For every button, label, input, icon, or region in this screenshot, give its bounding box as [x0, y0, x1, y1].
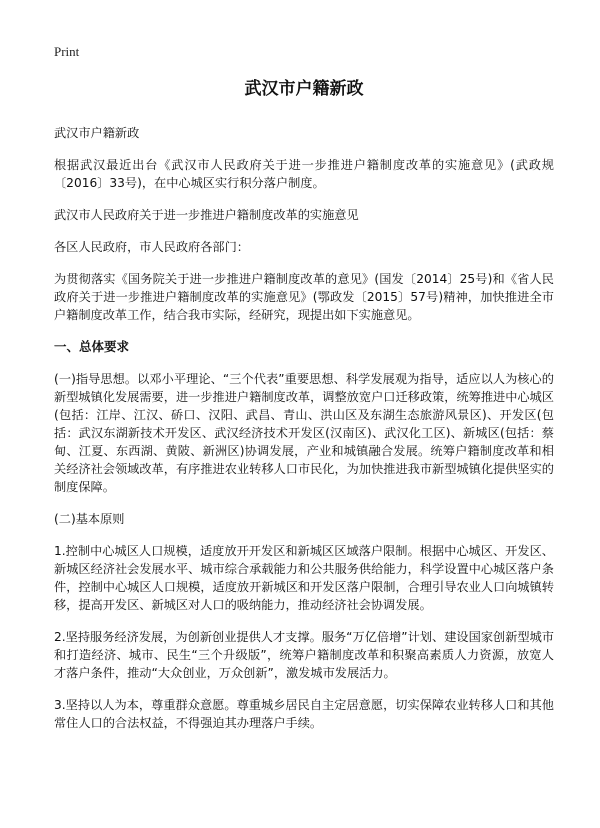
- intro-paragraph: 根据武汉最近出台《武汉市人民政府关于进一步推进户籍制度改革的实施意见》(武政规〔2016〕33号)，在中心城区实行积分落户制度。: [54, 158, 554, 190]
- document-title: 武汉市人民政府关于进一步推进户籍制度改革的实施意见: [54, 208, 359, 222]
- article-subtitle: 武汉市户籍新政: [54, 126, 140, 140]
- page-title: 武汉市户籍新政: [244, 79, 364, 99]
- principles-heading: (二)基本原则: [54, 512, 125, 526]
- principle-2-paragraph: 2.坚持服务经济发展，为创新创业提供人才支撑。服务“万亿倍增”计划、建设国家创新型城市和打造经济、城市、民生“三个升级版”，统筹户籍制度改革和积聚高素质人力资源，放宽人才落户条件，推动“大众创业，万众创新”，激发城市发展活力。: [54, 630, 554, 680]
- print-link[interactable]: Print: [54, 44, 80, 59]
- preamble-paragraph: 为贯彻落实《国务院关于进一步推进户籍制度改革的意见》(国发〔2014〕25号)和《省人民政府关于进一步推进户籍制度改革的实施意见》(鄂政发〔2015〕57号)精神，加快推进全市户籍制度改革工作，结合我市实际，经研究，现提出如下实施意见。: [54, 272, 554, 322]
- section-heading-general-requirements: 一、总体要求: [54, 339, 130, 354]
- principle-3-paragraph: 3.坚持以人为本，尊重群众意愿。尊重城乡居民自主定居意愿，切实保障农业转移人口和其他常住人口的合法权益，不得强迫其办理落户手续。: [54, 698, 554, 730]
- article: [54, 74, 554, 746]
- guiding-thought-paragraph: (一)指导思想。以邓小平理论、“三个代表”重要思想、科学发展观为指导，适应以人为核心的新型城镇化发展需要，进一步推进户籍制度改革，调整放宽户口迁移政策，统筹推进中心城区(包括：江岸、江汉、硚口、汉阳、武昌、青山、洪山区及东湖生态旅游风景区)、开发区(包括：武汉东湖新技术开发区、武汉经济技术开发区(汉南区)、武汉化工区)、新城区(包括：蔡甸、江夏、东西湖、黄陂、新洲区)协调发展，产业和城镇融合发展。统筹户籍制度改革和相关经济社会领域改革，有序推进农业转移人口市民化，为加快推进我市新型城镇化提供坚实的制度保障。: [54, 372, 554, 494]
- principle-1-paragraph: 1.控制中心城区人口规模，适度放开开发区和新城区区域落户限制。根据中心城区、开发区、新城区经济社会发展水平、城市综合承载能力和公共服务供给能力，科学设置中心城区落户条件，控制中心城区人口规模，适度放开新城区和开发区落户限制，合理引导农业人口向城镇转移，提高开发区、新城区对人口的吸纳能力，推动经济社会协调发展。: [54, 544, 554, 612]
- addressee: 各区人民政府，市人民政府各部门：: [54, 240, 249, 254]
